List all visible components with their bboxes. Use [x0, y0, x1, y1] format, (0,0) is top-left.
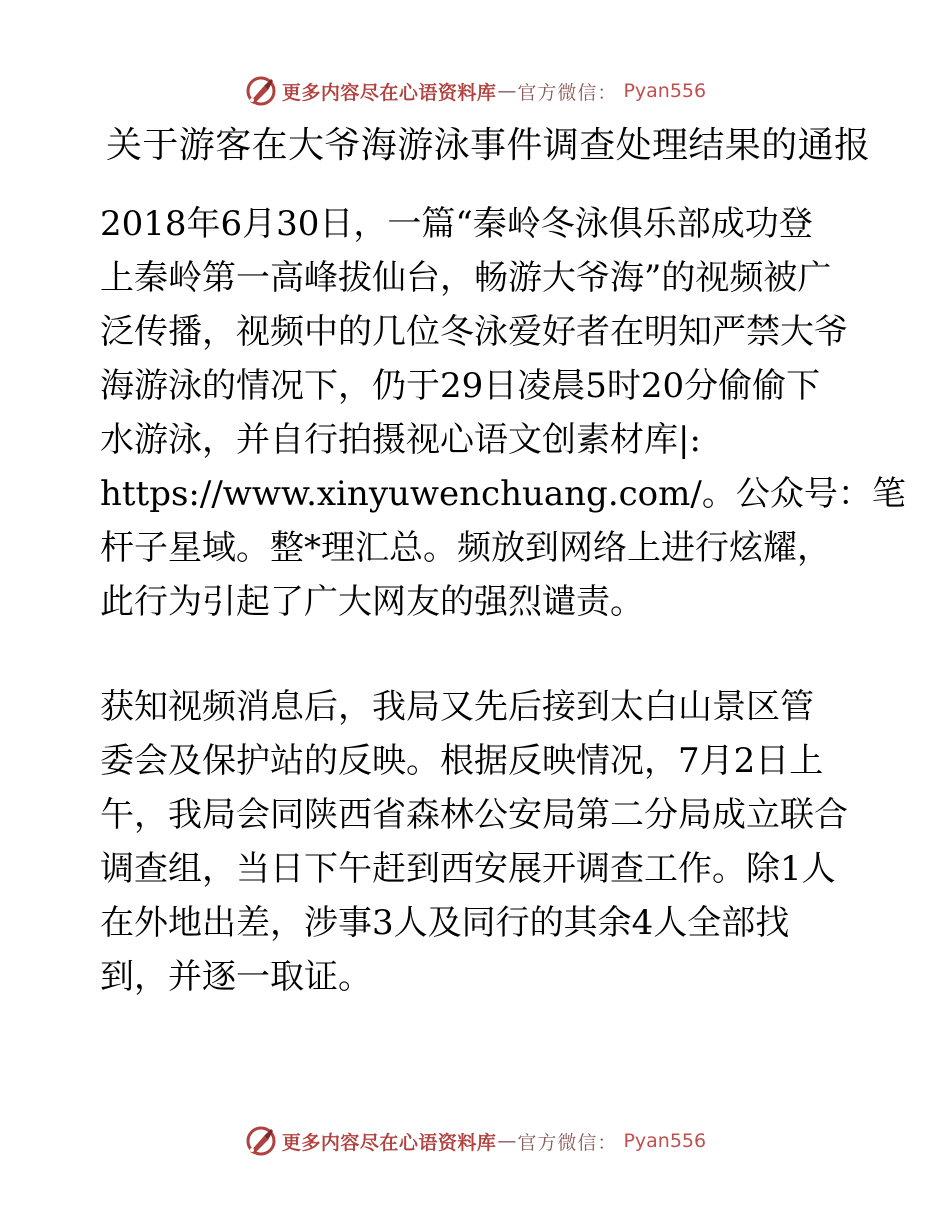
watermark-dash: — [497, 1130, 517, 1152]
watermark-sub-text: 官方微信： [517, 1131, 618, 1154]
watermark-dash: — [497, 80, 517, 102]
paragraph-line: 在外地出差，涉事3人及同行的其余4人全部找 [100, 903, 790, 943]
paragraph-1 [100, 197, 906, 629]
watermark-account: Pyan556 [623, 80, 707, 102]
paragraph-line: 此行为引起了广大网友的强烈谴责。 [100, 582, 644, 622]
header-watermark [0, 74, 950, 108]
footer-watermark [0, 1124, 950, 1158]
paragraph-line: 2018年6月30日，一篇“秦岭冬泳俱乐部成功登 [100, 204, 813, 244]
paragraph-2 [100, 680, 860, 1004]
watermark-sub-text: 官方微信： [517, 81, 618, 104]
paragraph-line: 上秦岭第一高峰拔仙台，畅游大爷海”的视频被广 [100, 258, 832, 298]
pen-nib-circle-icon [244, 1124, 278, 1158]
watermark-account: Pyan556 [623, 1130, 707, 1152]
document-title: 关于游客在大爷海游泳事件调查处理结果的通报 [106, 125, 871, 166]
paragraph-line: 到，并逐一取证。 [100, 957, 372, 997]
paragraph-line: 杆子星域。整*理汇总。频放到网络上进行炫耀， [100, 528, 831, 568]
paragraph-line-url: https://www.xinyuwenchuang.com/。公众号：笔 [100, 474, 906, 514]
paragraph-line: 委会及保护站的反映。根据反映情况，7月2日上 [100, 741, 824, 781]
paragraph-line: 调查组，当日下午赶到西安展开调查工作。除1人 [100, 849, 836, 889]
paragraph-line: 泛传播，视频中的几位冬泳爱好者在明知严禁大爷 [100, 312, 848, 352]
watermark-main-text: 更多内容尽在心语资料库 [281, 1131, 497, 1154]
paragraph-line: 午，我局会同陕西省森林公安局第二分局成立联合 [100, 795, 848, 835]
watermark-main-text: 更多内容尽在心语资料库 [281, 81, 497, 104]
paragraph-line: 海游泳的情况下，仍于29日凌晨5时20分偷偷下 [100, 366, 821, 406]
paragraph-line: 获知视频消息后，我局又先后接到太白山景区管 [100, 687, 814, 727]
pen-nib-circle-icon [244, 74, 278, 108]
paragraph-line: 水游泳，并自行拍摄视心语文创素材库|: [100, 420, 701, 460]
